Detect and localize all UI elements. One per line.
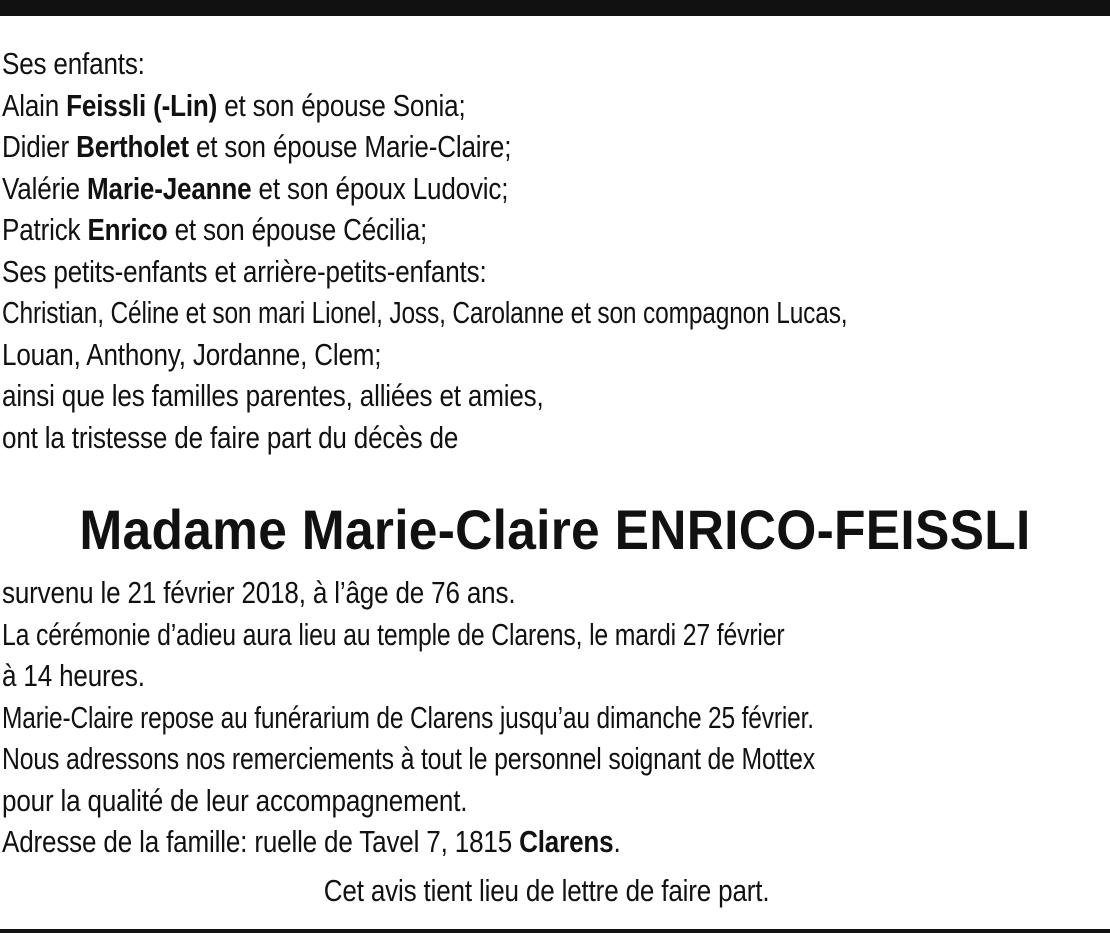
address-text: Adresse de la famille: ruelle de Tavel 7, 1815	[2, 824, 513, 859]
child-surname: Enrico	[87, 212, 168, 247]
children-intro: Ses enfants:	[2, 46, 145, 81]
thanks-line2: pour la qualité de leur accompagnement.	[2, 782, 468, 818]
child-first-name: Didier	[2, 129, 70, 164]
child-spouse: et son épouse Cécilia;	[174, 212, 428, 247]
child-spouse: et son époux Ludovic;	[258, 170, 509, 206]
death-date-line: survenu le 21 février 2018, à l’âge de 76 ans.	[2, 575, 516, 610]
ceremony-line2: à 14 heures.	[2, 658, 145, 693]
deceased-name: Madame Marie-Claire ENRICO-FEISSLI	[79, 498, 1031, 561]
family-address-line	[2, 821, 931, 863]
grandchildren-intro: Ses petits-enfants et arrière-petits-enfants:	[2, 253, 487, 289]
child-line	[2, 85, 931, 127]
relatives-line: ainsi que les familles parentes, alliées et amies,	[2, 378, 544, 413]
announcement-line: ont la tristesse de faire part du décès de	[2, 419, 459, 455]
ceremony-line1: La cérémonie d’adieu aura lieu au temple de Clarens, le mardi 27 février	[2, 616, 785, 652]
child-spouse: et son épouse Sonia;	[224, 87, 466, 123]
child-surname: Marie-Jeanne	[87, 170, 252, 206]
address-city: Clarens	[519, 824, 614, 859]
obituary-notice	[2, 43, 1108, 911]
child-first-name: Alain	[2, 87, 60, 123]
grandchildren-list-line2: Louan, Anthony, Jordanne, Clem;	[2, 336, 382, 372]
bottom-rule	[0, 929, 1110, 933]
top-rule	[0, 0, 1110, 16]
grandchildren-list-line1: Christian, Céline et son mari Lionel, Joss, Carolanne et son compagnon Lucas,	[2, 295, 848, 330]
child-surname: Bertholet	[76, 129, 189, 164]
child-line	[2, 168, 931, 210]
child-line	[2, 126, 931, 168]
child-line	[2, 209, 931, 251]
child-surname: Feissli (-Lin)	[66, 87, 218, 123]
child-first-name: Patrick	[2, 212, 81, 247]
child-first-name: Valérie	[2, 170, 80, 206]
footer-note: Cet avis tient lieu de lettre de faire part.	[323, 872, 770, 908]
address-suffix: .	[613, 824, 621, 859]
child-spouse: et son épouse Marie-Claire;	[195, 129, 512, 164]
thanks-line1: Nous adressons nos remerciements à tout le personnel soignant de Mottex	[2, 741, 815, 776]
funeral-home-line: Marie-Claire repose au funérarium de Clarens jusqu’au dimanche 25 février.	[2, 699, 814, 735]
